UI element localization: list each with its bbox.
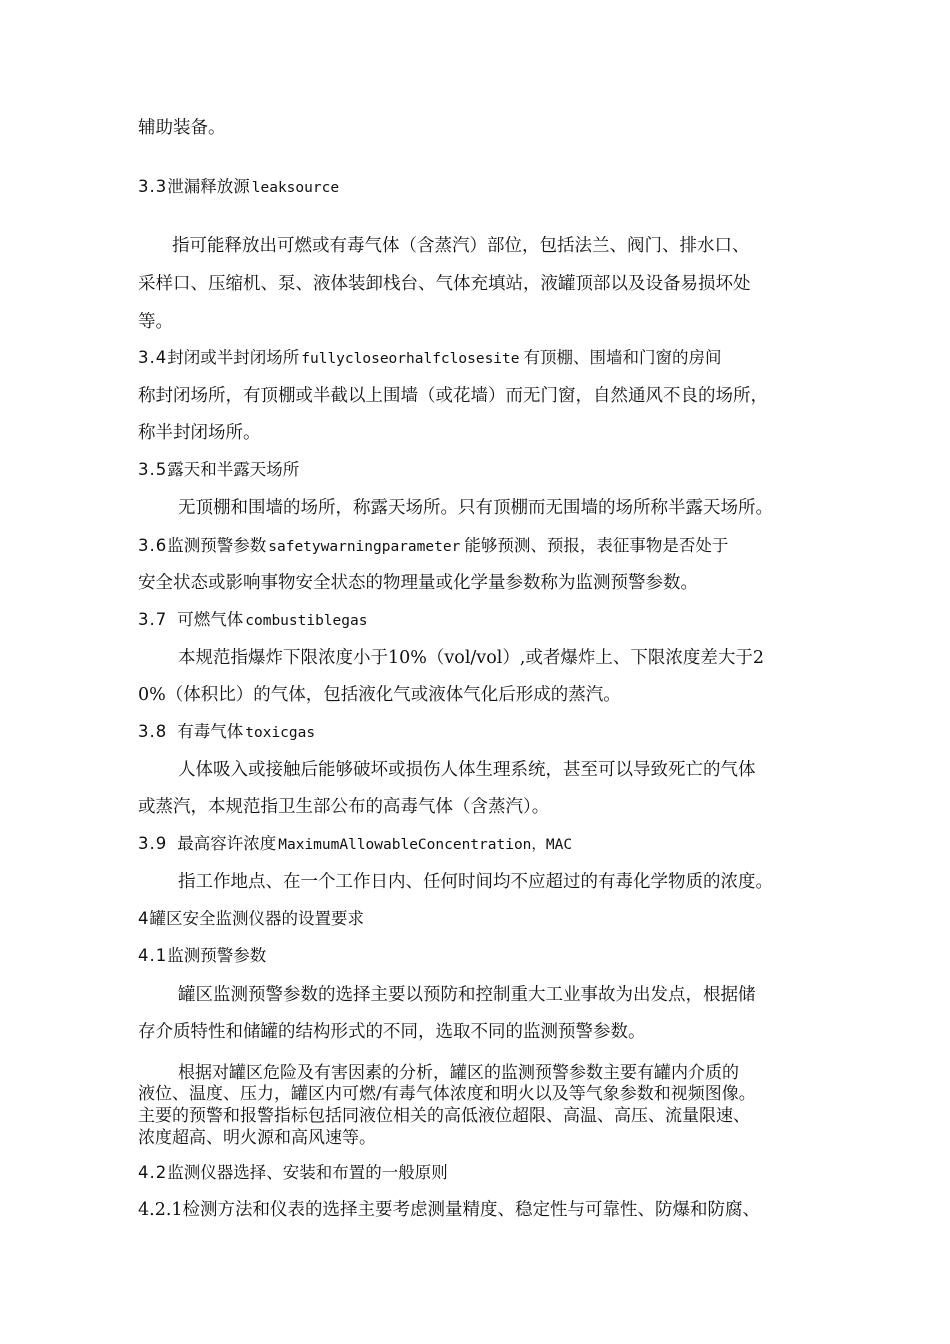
paragraph-line: 等。 xyxy=(138,312,173,332)
section-title: 可燃气体 xyxy=(177,610,244,629)
section-title: 监测预警参数 xyxy=(167,946,267,965)
paragraph-line: 存介质特性和储罐的结构形式的不同，选取不同的监测预警参数。 xyxy=(138,1022,646,1042)
section-number: 3.9 xyxy=(138,834,168,853)
section-title: 封闭或半封闭场所 xyxy=(167,348,300,367)
section-title-en: combustiblegas xyxy=(245,613,368,629)
section-title: 最高容许浓度 xyxy=(177,834,277,853)
paragraph-line: 本规范指爆炸下限浓度小于10%（vol/vol）,或者爆炸上、下限浓度差大于2 xyxy=(178,648,765,668)
paragraph-line: 无顶棚和围墙的场所，称露天场所。只有顶棚而无围墙的场所称半露天场所。 xyxy=(178,498,773,518)
paragraph-line: 采样口、压缩机、泵、液体装卸栈台、气体充填站，液罐顶部以及设备易损坏处 xyxy=(138,274,751,294)
paragraph-line: 0%（体积比）的气体，包括液化气或液体气化后形成的蒸汽。 xyxy=(138,685,621,705)
section-heading-3-7 xyxy=(138,609,367,632)
section-title-en: toxicgas xyxy=(245,725,316,741)
paragraph-line: 液位、温度、压力，罐区内可燃/有毒气体浓度和明火以及等气象参数和视频图像。 xyxy=(138,1084,756,1104)
paragraph-line: 指可能释放出可燃或有毒气体（含蒸汽）部位，包括法兰、阀门、排水口、 xyxy=(172,236,750,256)
section-title-en: safetywarningparameter xyxy=(268,539,461,555)
section-heading-3-4 xyxy=(138,347,722,370)
section-heading-3-3 xyxy=(138,176,339,199)
section-title: 监测仪器选择、安装和布置的一般原则 xyxy=(167,1163,448,1182)
section-heading-4-2 xyxy=(138,1162,448,1184)
section-heading-3-9 xyxy=(138,833,572,856)
section-title: 泄漏释放源 xyxy=(167,177,250,196)
section-title: 罐区安全监测仪器的设置要求 xyxy=(149,909,364,928)
paragraph-line: 4.2.1检测方法和仪表的选择主要考虑测量精度、稳定性与可靠性、防爆和防腐、 xyxy=(138,1200,761,1220)
paragraph-line: 或蒸汽，本规范指卫生部公布的高毒气体（含蒸汽）。 xyxy=(138,797,550,817)
paragraph-line: 罐区监测预警参数的选择主要以预防和控制重大工业事故为出发点，根据储 xyxy=(178,985,756,1005)
section-title-en: fullycloseorhalfclosesite xyxy=(301,351,520,367)
paragraph-line: 辅助装备。 xyxy=(138,118,226,138)
paragraph-line: 主要的预警和报警指标包括同液位相关的高低液位超限、高温、高压、流量限速、 xyxy=(138,1106,750,1126)
paragraph-line: 称半封闭场所。 xyxy=(138,423,261,443)
section-number: 3.6 xyxy=(138,536,168,555)
section-heading-4 xyxy=(138,908,364,930)
section-number: 3.7 xyxy=(138,610,168,629)
section-number: 4 xyxy=(138,909,150,928)
paragraph-line: 指工作地点、在一个工作日内、任何时间均不应超过的有毒化学物质的浓度。 xyxy=(178,872,773,892)
paragraph-line: 安全状态或影响事物安全状态的物理量或化学量参数称为监测预警参数。 xyxy=(138,573,698,593)
paragraph-line: 根据对罐区危险及有害因素的分析，罐区的监测预警参数主要有罐内介质的 xyxy=(178,1063,739,1083)
section-title: 监测预警参数 xyxy=(167,536,267,555)
section-number: 4.1 xyxy=(138,946,168,965)
section-title-en: MaximumAllowableConcentration，MAC xyxy=(278,837,573,853)
paragraph-line: 浓度超高、明火源和高风速等。 xyxy=(138,1128,376,1148)
section-title-en: leaksource xyxy=(251,180,340,196)
paragraph-line: 称封闭场所，有顶棚或半截以上围墙（或花墙）而无门窗，自然通风不良的场所， xyxy=(138,386,768,406)
section-inline-text: 能够预测、预报，表征事物是否处于 xyxy=(464,536,729,555)
section-title: 有毒气体 xyxy=(177,722,244,741)
section-heading-3-8 xyxy=(138,721,315,744)
section-heading-3-6 xyxy=(138,535,728,558)
section-number: 3.8 xyxy=(138,722,168,741)
section-number: 3.3 xyxy=(138,177,168,196)
section-number: 3.5 xyxy=(138,460,168,479)
section-number: 3.4 xyxy=(138,348,168,367)
section-title: 露天和半露天场所 xyxy=(167,460,300,479)
section-heading-4-1 xyxy=(138,945,266,967)
section-heading-3-5 xyxy=(138,459,299,481)
section-number: 4.2 xyxy=(138,1163,168,1182)
section-inline-text: 有顶棚、围墙和门窗的房间 xyxy=(523,348,722,367)
paragraph-line: 人体吸入或接触后能够破坏或损伤人体生理系统，甚至可以导致死亡的气体 xyxy=(178,760,756,780)
